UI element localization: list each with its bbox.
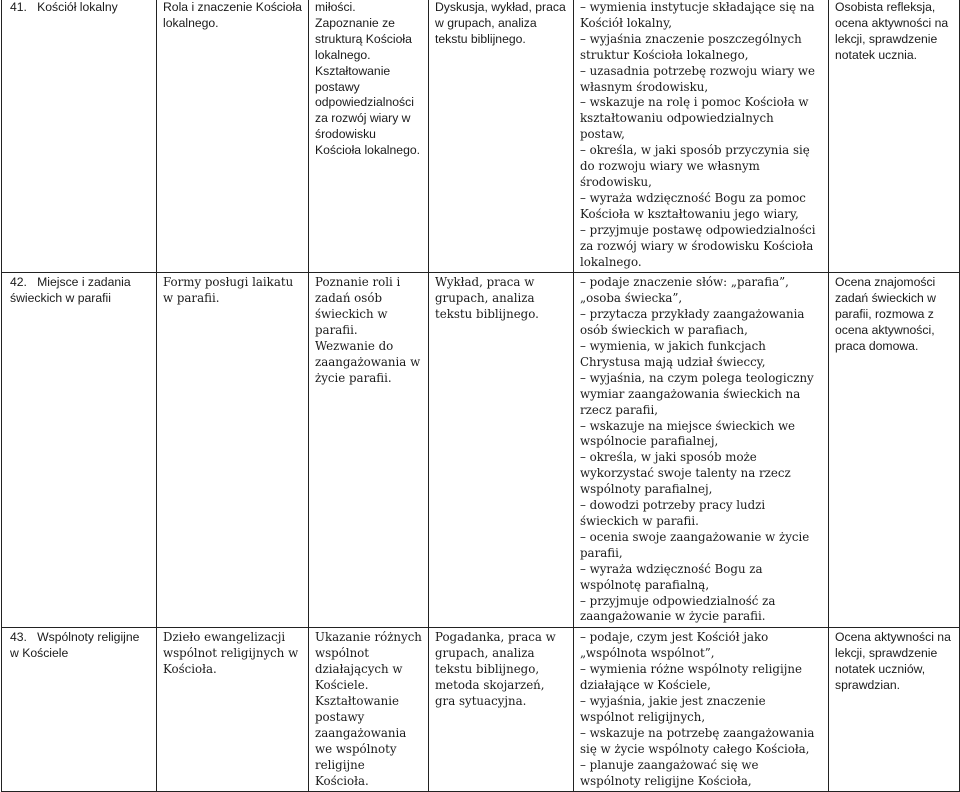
lesson-methods: Pogadanka, praca w grupach, analiza tekstu biblijnego, metoda skojarzeń, gra sytuacyjna. bbox=[429, 628, 574, 792]
goal-item: – podaje, czym jest Kościół jako „wspólnota wspólnot”, bbox=[580, 630, 769, 661]
lesson-number-cell bbox=[2, 273, 157, 628]
goal-item: – wymienia instytucje składające się na Kościół lokalny, bbox=[580, 0, 815, 30]
lesson-content bbox=[309, 0, 429, 273]
lesson-content bbox=[309, 628, 429, 792]
content-item: Kształtowanie postawy zaangażowania we wspólnoty religijne Kościoła. bbox=[315, 693, 407, 788]
goal-item: – podaje znaczenie słów: „parafia”, „osoba świecka”, bbox=[580, 275, 789, 306]
content-item: Ukazanie różnych wspólnot działających w Kościele. bbox=[315, 630, 422, 693]
goal-item: – wymienia, w jakich funkcjach Chrystusa mają udział świeccy, bbox=[580, 339, 766, 369]
goal-item: – wyraża wdzięczność Bogu za wspólnotę parafialną, bbox=[580, 561, 763, 592]
goal-item: – przyjmuje odpowiedzialność za zaangażowanie w życie parafii. bbox=[580, 593, 776, 624]
lesson-plan-table bbox=[1, 0, 960, 792]
lesson-number-cell bbox=[2, 628, 157, 792]
lesson-goals bbox=[574, 273, 829, 628]
content-item: Kształtowanie postawy odpowiedzialności za rozwój wiary w środowisku Kościoła lokalnego. bbox=[315, 63, 421, 158]
lesson-number: 42. bbox=[10, 275, 27, 290]
goal-item: – ocenia swoje zaangażowanie w życie parafii, bbox=[580, 529, 810, 560]
goal-item: – dowodzi potrzeby pracy ludzi świeckich w parafii. bbox=[580, 498, 766, 528]
goal-item: – uzasadnia potrzebę rozwoju wiary we własnym środowisku, bbox=[580, 63, 815, 94]
lesson-unit: Kościół lokalny bbox=[37, 0, 118, 14]
lesson-unit: Wspólnoty religijne w Kościele bbox=[10, 630, 140, 661]
table-row-41 bbox=[2, 0, 960, 273]
lesson-unit: Miejsce i zadania świeckich w parafii bbox=[10, 275, 131, 306]
content-item: Wezwanie do zaangażowania w życie parafii. bbox=[315, 339, 421, 385]
goal-item: – wskazuje na potrzebę zaangażowania się w życie wspólnoty całego Kościoła, bbox=[580, 725, 815, 756]
content-item: Poznanie roli i zadań osób świeckich w parafii. bbox=[315, 275, 401, 338]
lesson-topic: Rola i znaczenie Kościoła lokalnego. bbox=[157, 0, 309, 273]
lesson-assessment: Ocena znajomości zadań świeckich w parafii, rozmowa z ocena aktywności, praca domowa. bbox=[829, 273, 960, 628]
lesson-content bbox=[309, 273, 429, 628]
content-item: Zapoznanie ze strukturą Kościoła lokalnego. bbox=[315, 15, 412, 62]
goal-item: – określa, w jaki sposób przyczynia się do rozwoju wiary we własnym środowisku, bbox=[580, 143, 810, 189]
lesson-topic: Dzieło ewangelizacji wspólnot religijnych w Kościoła. bbox=[157, 628, 309, 792]
goal-item: – określa, w jaki sposób może wykorzystać swoje talenty na rzecz wspólnoty parafialnej, bbox=[580, 450, 791, 497]
table-row-42 bbox=[2, 273, 960, 628]
goal-item: – wyjaśnia, na czym polega teologiczny wymiar zaangażowania świeckich na rzecz parafii, bbox=[580, 370, 814, 417]
lesson-methods: Dyskusja, wykład, praca w grupach, analiza tekstu biblijnego. bbox=[429, 0, 574, 273]
goal-item: – przytacza przykłady zaangażowania osób świeckich w parafiach, bbox=[580, 307, 805, 338]
goal-item: – wyjaśnia znaczenie poszczególnych struktur Kościoła lokalnego, bbox=[580, 31, 802, 62]
content-item: miłości. bbox=[315, 0, 356, 14]
lesson-assessment: Ocena aktywności na lekcji, sprawdzenie notatek uczniów, sprawdzian. bbox=[829, 628, 960, 792]
goal-item: – wskazuje na rolę i pomoc Kościoła w kształtowaniu odpowiedzialnych postaw, bbox=[580, 95, 809, 142]
lesson-methods: Wykład, praca w grupach, analiza tekstu biblijnego. bbox=[429, 273, 574, 628]
goal-item: – wyraża wdzięczność Bogu za pomoc Kościoła w kształtowaniu jego wiary, bbox=[580, 190, 806, 221]
lesson-assessment: Osobista refleksja, ocena aktywności na lekcji, sprawdzenie notatek ucznia. bbox=[829, 0, 960, 273]
lesson-goals bbox=[574, 628, 829, 792]
lesson-goals bbox=[574, 0, 829, 273]
goal-item: – wyjaśnia, jakie jest znaczenie wspólnot religijnych, bbox=[580, 693, 766, 724]
lesson-topic: Formy posługi laikatu w parafii. bbox=[157, 273, 309, 628]
goal-item: – przyjmuje postawę odpowiedzialności za rozwój wiary w środowisku Kościoła lokalnego. bbox=[580, 222, 816, 269]
goal-item: – wymienia różne wspólnoty religijne działające w Kościele, bbox=[580, 662, 802, 693]
lesson-number-cell bbox=[2, 0, 157, 273]
goal-item: – planuje zaangażować się we wspólnoty religijne Kościoła, bbox=[580, 757, 759, 788]
goal-item: – wskazuje na miejsce świeckich we wspólnocie parafialnej, bbox=[580, 418, 796, 449]
lesson-number: 43. bbox=[10, 630, 27, 645]
table-row-43 bbox=[2, 628, 960, 792]
lesson-number: 41. bbox=[10, 0, 27, 14]
